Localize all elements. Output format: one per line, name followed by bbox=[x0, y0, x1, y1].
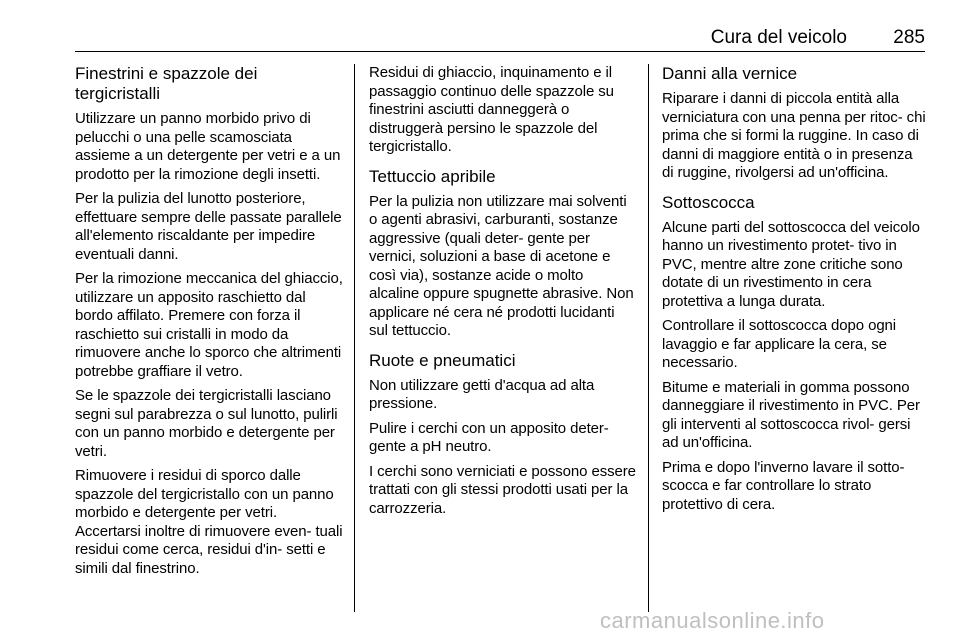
paragraph: Per la pulizia del lunotto posteriore, effettuare sempre delle passate parallele all'elemento riscaldante per impedire eventuali danni. bbox=[75, 190, 342, 263]
paragraph: Prima e dopo l'inverno lavare il sotto- scocca e far controllare lo strato protettivo di cera. bbox=[662, 458, 905, 513]
section-title: Cura del veicolo bbox=[710, 27, 847, 48]
paragraph: Rimuovere i residui di sporco dalle spazzole del tergicristallo con un panno morbido e detergente per vetri. Accertarsi inoltre di rimuovere even- tuali residui come cerca, residui d'in- setti e simili dal finestrino. bbox=[75, 467, 343, 577]
paragraph: Pulire i cerchi con un apposito deter- gente a pH neutro. bbox=[369, 419, 609, 455]
underbody-heading: Sottoscocca bbox=[662, 192, 755, 212]
watermark: carmanualsonline.info bbox=[600, 608, 825, 633]
paragraph: Bitume e materiali in gomma possono danneggiare il rivestimento in PVC. Per gli interventi al sottoscocca rivol- gersi ad un'officina. bbox=[662, 378, 920, 451]
column-middle bbox=[369, 64, 637, 524]
page-header bbox=[75, 25, 925, 52]
column-divider bbox=[648, 64, 649, 612]
column-divider bbox=[354, 64, 355, 612]
paragraph: Alcune parti del sottoscocca del veicolo hanno un rivestimento protet- tivo in PVC, mentre altre zone critiche sono dotate di un rivestimento in cera protettiva a lunga durata. bbox=[662, 218, 920, 310]
paragraph: Residui di ghiaccio, inquinamento e il passaggio continuo delle spazzole su finestrini asciutti danneggerà o distruggerà persino le spazzole del tergicristallo. bbox=[369, 64, 614, 155]
sunroof-heading: Tettuccio apribile bbox=[369, 166, 496, 186]
paragraph: Utilizzare un panno morbido privo di pelucchi o una pelle scamosciata assieme a un detergente per vetri e a un prodotto per la rimozione degli insetti. bbox=[75, 110, 341, 183]
paint-damage-heading: Danni alla vernice bbox=[662, 64, 798, 83]
page-number: 285 bbox=[893, 27, 925, 48]
paragraph: Controllare il sottoscocca dopo ogni lavaggio e far applicare la cera, se necessario. bbox=[662, 317, 897, 371]
paragraph: Per la rimozione meccanica del ghiaccio, utilizzare un apposito raschietto dal bordo affilato. Premere con forza il raschietto sui cristalli in modo da rimuovere anche lo sporco che altrimenti potrebbe graffiare il vetro. bbox=[75, 270, 343, 380]
paragraph: Non utilizzare getti d'acqua ad alta pressione. bbox=[369, 376, 595, 412]
paragraph: Riparare i danni di piccola entità alla verniciatura con una penna per ritoc- chi prima che si formi la ruggine. In caso di danni di maggiore entità o in presenza di ruggine, rivolgersi ad un'officina. bbox=[662, 90, 926, 181]
paragraph: I cerchi sono verniciati e possono essere trattati con gli stessi prodotti usati per la carrozzeria. bbox=[369, 462, 636, 517]
wheels-tyres-heading: Ruote e pneumatici bbox=[369, 350, 516, 370]
windows-wipers-heading: Finestrini e spazzole dei tergicristalli bbox=[75, 64, 258, 103]
paragraph: Se le spazzole dei tergicristalli lasciano segni sul parabrezza o sul lunotto, pulirli con un panno morbido e detergente per vetri. bbox=[75, 387, 338, 460]
column-right bbox=[662, 64, 927, 520]
column-left bbox=[75, 64, 343, 584]
paragraph: Per la pulizia non utilizzare mai solventi o agenti abrasivi, carburanti, sostanze aggressive (quali deter- gente per vernici, soluzioni a base di acetone e così via), sostanze acide o molto alcaline oppure spugnette abrasive. Non applicare né cera né prodotti lucidanti sul tettuccio. bbox=[369, 192, 634, 339]
